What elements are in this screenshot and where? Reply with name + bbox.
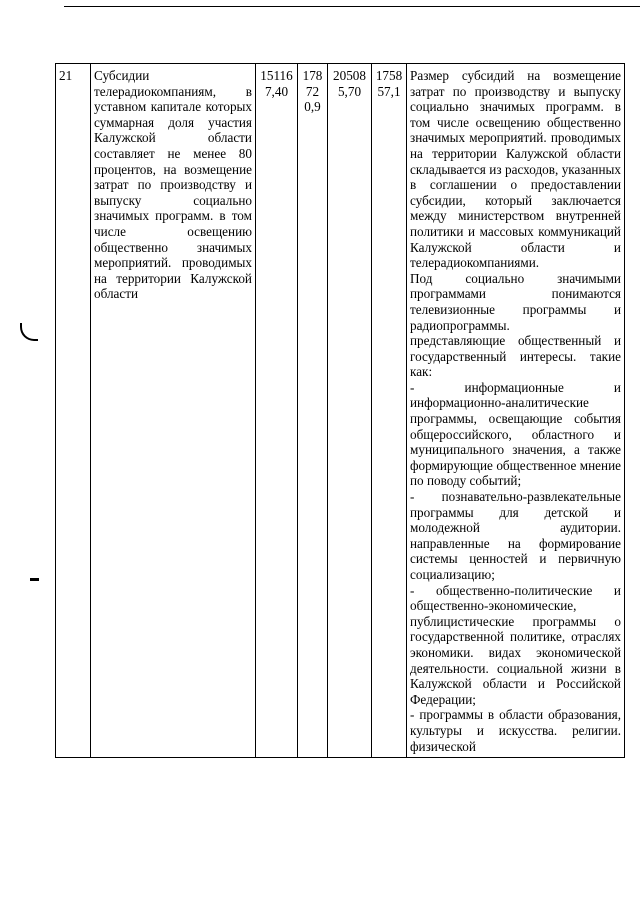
description-paragraph: - информационные и информационно-аналитические программы, освещающие события общероссийского, областного и муниципального значения, а также формирующие общественное мнение по поводу событий; <box>410 379 621 489</box>
budget-table <box>55 63 625 758</box>
top-rule <box>64 6 640 7</box>
description-paragraph: - общественно-политические и общественно-экономические, публицистические программы о государственной политике, отраслях экономики. видах экономической деятельности. социальной жизни в Калужской области и Российской Федерации; <box>410 582 621 707</box>
description-paragraph: Размер субсидий на возмещение затрат по производству и выпуску социально значимых программ. в том числе освещению общественно значимых мероприятий. проводимых на территории Калужской области складывается из расходов, указанных в соглашении о предоставлении субсидии, который заключается между министерством внутренней политики и массовых коммуникаций Калужской области и телерадиокомпаниями. <box>410 68 621 271</box>
value-4: 175857,1 <box>375 68 403 99</box>
description-paragraph: - программы в области образования, культуры и искусства. религии. физической <box>410 707 621 754</box>
value-cell-1 <box>256 64 298 758</box>
value-3: 205085,70 <box>333 68 366 99</box>
value-cell-4 <box>372 64 407 758</box>
description-paragraph: Под социально значимыми программами понимаются телевизионные программы и радиопрограммы. <box>410 270 621 333</box>
table-row <box>56 64 625 758</box>
description-paragraph: - познавательно-развлекательные программы для детской и молодежной аудитории. направленные на формирование системы ценностей и первичную социализацию; <box>410 489 621 582</box>
hole-punch-mark <box>20 323 38 341</box>
row-name: Субсидии телерадиокомпаниям, в уставном капитале которых суммарная доля участия Калужской области составляет не менее 80 процентов, на возмещение затрат по производству и выпуску социально значимых программ. в том числе освещению общественно значимых мероприятий. проводимых на территории Калужской области <box>94 68 252 302</box>
row-number-cell <box>56 64 91 758</box>
value-2: 178720,9 <box>302 68 323 115</box>
value-1: 151167,40 <box>260 68 293 99</box>
value-cell-2 <box>298 64 328 758</box>
margin-dash-mark <box>30 578 39 581</box>
description-cell <box>407 64 625 758</box>
row-number: 21 <box>59 68 73 83</box>
row-name-cell <box>91 64 256 758</box>
value-cell-3 <box>328 64 372 758</box>
description-paragraph: представляющие общественный и государственный интересы. такие как: <box>410 333 621 380</box>
